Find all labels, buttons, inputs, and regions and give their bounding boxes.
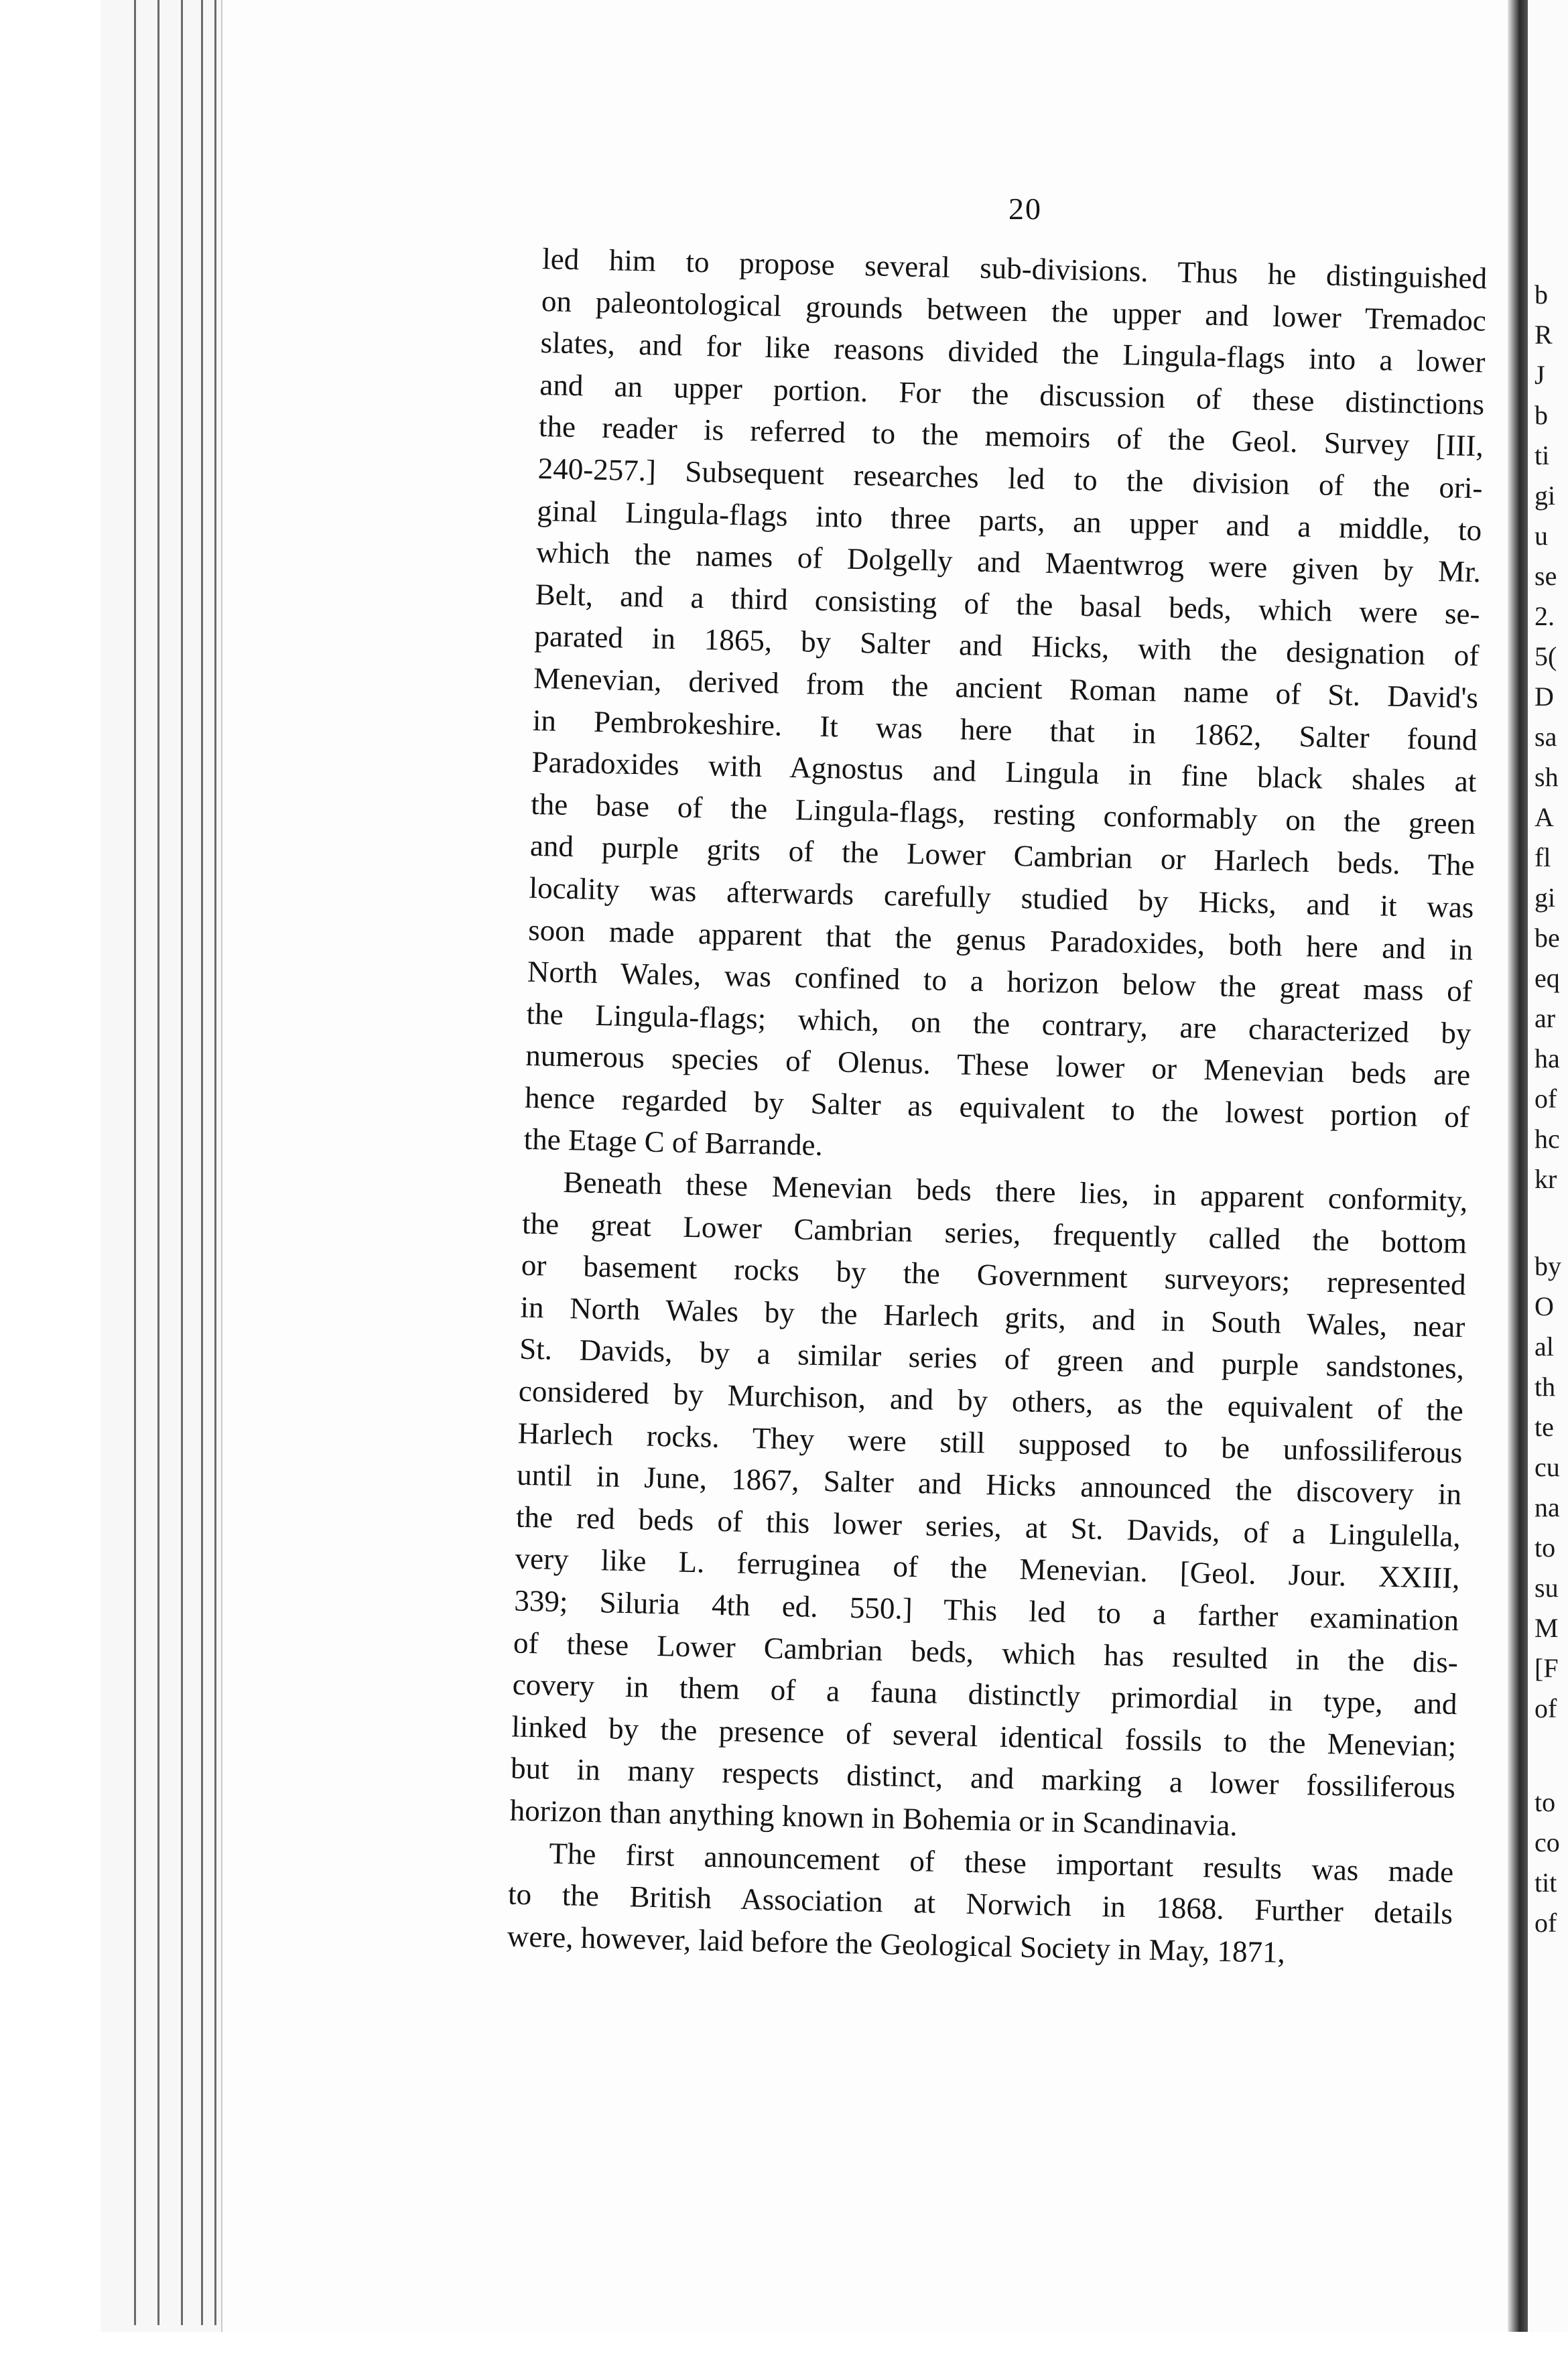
facing-page-text: M [1534,1613,1559,1643]
text-line: Menevian, derived from the ancient Roman name of St. David's [533,661,1479,715]
text-line: or basement rocks by the Government surveyors; represented [521,1248,1467,1302]
facing-page-text: of [1534,1908,1557,1938]
text-line: on paleontological grounds between the upper and lower Tremadoc [541,283,1487,338]
facing-page-text: su [1534,1573,1559,1603]
facing-page-text: J [1534,360,1545,390]
facing-page-text: eq [1534,963,1560,993]
gutter-shadow [1508,0,1528,2364]
text-line: parated in 1865, by Salter and Hicks, with the designation of [534,619,1480,673]
page-edge-line [214,0,216,2325]
facing-page-text: th [1534,1372,1556,1402]
text-line: ginal Lingula-flags into three parts, an upper and a middle, to [536,493,1482,547]
paragraph [507,1831,1454,1977]
text-line: Beneath these Menevian beds there lies, in apparent conformity, [562,1165,1468,1218]
text-line: Belt, and a third consisting of the basal beds, which were se- [535,577,1481,631]
text-line: slates, and for like reasons divided the Lingula-flags into a lower [540,326,1486,379]
text-line: horizon than anything known in Bohemia or in Scandinavia. [509,1793,1238,1843]
facing-page-text: ti [1534,440,1550,470]
page-edge-line [181,0,183,2325]
text-line: which the names of Dolgelly and Maentwrog were given by Mr. [535,535,1482,589]
facing-page-text: co [1534,1827,1560,1857]
facing-page-text: A [1534,802,1554,832]
text-line: led him to propose several sub-divisions. Thus he distinguished [541,241,1488,296]
text-line: Harlech rocks. They were still supposed to be unfossiliferous [517,1416,1463,1469]
facing-page-text: be [1534,923,1560,953]
text-line: the great Lower Cambrian series, frequently called the bottom [521,1206,1467,1260]
facing-page-text: D [1534,681,1554,712]
text-line: and purple grits of the Lower Cambrian or Harlech beds. The [529,829,1476,882]
facing-page-text: u [1534,521,1548,551]
facing-page-text: of [1534,1084,1557,1114]
facing-page-fragment [1528,0,1568,2364]
text-line: very like L. ferruginea of the Menevian. [Geol. Jour. XXIII, [515,1541,1460,1595]
facing-page-text: se [1534,561,1557,591]
text-line: 240-257.] Subsequent researches led to the division of the ori- [537,451,1484,505]
text-line: 339; Siluria 4th ed. 550.] This led to a farther examination [513,1583,1459,1638]
text-line: numerous species of Olenus. These lower or Menevian beds are [525,1039,1471,1092]
facing-page-text: fl [1534,842,1551,872]
text-line: The first announcement of these important results was made [549,1836,1454,1889]
text-line: of these Lower Cambrian beds, which has resulted in the dis- [513,1626,1459,1679]
facing-page-text: 2. [1534,601,1555,631]
text-line: Paradoxides with Agnostus and Lingula in fine black shales at [531,744,1477,799]
page-number: 20 [1008,192,1042,226]
facing-page-text: hc [1534,1124,1560,1154]
text-line: North Wales, was confined to a horizon below the great mass of [527,954,1473,1008]
facing-page-text: gi [1534,480,1556,511]
facing-page-text: na [1534,1492,1560,1522]
paragraph [509,1161,1468,1851]
text-line: St. Davids, by a similar series of green and purple sandstones, [519,1332,1465,1386]
facing-page-text: cu [1534,1452,1560,1482]
text-line: the reader is referred to the memoirs of the Geol. Survey [III, [538,409,1484,463]
body-text [507,238,1487,1977]
facing-page-text: gi [1534,882,1556,913]
facing-page-text: to [1534,1787,1556,1817]
text-line: in North Wales by the Harlech grits, and in South Wales, near [520,1290,1465,1344]
facing-page-text: [F [1534,1653,1559,1683]
page-edge-line [201,0,203,2325]
facing-page-text: by [1534,1251,1561,1281]
text-line: were, however, laid before the Geological Society in May, 1871, [507,1919,1286,1969]
page-bottom-margin [0,2332,1568,2364]
facing-page-text: sh [1534,762,1559,792]
text-line: the base of the Lingula-flags, resting conformably on the green [530,787,1476,841]
facing-page-text: ha [1534,1043,1560,1073]
facing-page-text: b [1534,400,1548,430]
text-line: and an upper portion. For the discussion of these distinctions [539,367,1485,421]
text-line: to the British Association at Norwich in 1868. Further details [507,1877,1453,1931]
text-line: in Pembrokeshire. It was here that in 1862, Salter found [532,703,1478,757]
facing-page-text: b [1534,279,1548,310]
text-line: considered by Murchison, and by others, as the equivalent of the [518,1374,1464,1428]
text-line: the Lingula-flags; which, on the contrary, are characterized by [526,996,1472,1050]
facing-page-text: al [1534,1331,1554,1362]
facing-page-text: tit [1534,1867,1557,1898]
text-line: hence regarded by Salter as equivalent to the lowest portion of [524,1080,1470,1134]
facing-page-text: O [1534,1291,1554,1321]
facing-page-text: 5( [1534,641,1557,671]
text-line: until in June, 1867, Salter and Hicks announced the discovery in [516,1457,1462,1512]
text-line: the red beds of this lower series, at St. Davids, of a Lingulella, [515,1500,1461,1553]
facing-page-text: to [1534,1532,1556,1563]
text-line: locality was afterwards carefully studied by Hicks, and it was [529,870,1474,925]
text-line: linked by the presence of several identical fossils to the Menevian; [511,1709,1457,1763]
text-line: soon made apparent that the genus Paradoxides, both here and in [527,913,1474,966]
facing-page-text: kr [1534,1164,1557,1194]
text-line: the Etage C of Barrande. [523,1122,824,1163]
facing-page-text: of [1534,1693,1557,1723]
text-line: covery in them of a fauna distinctly primordial in type, and [512,1667,1457,1721]
facing-page-text: R [1534,320,1553,350]
page-edge-line [157,0,159,2325]
page-edge-line [134,0,136,2325]
facing-page-text: ar [1534,1003,1556,1033]
text-line: but in many respects distinct, and marking a lower fossiliferous [510,1751,1456,1805]
paragraph [523,238,1488,1180]
facing-page-text: sa [1534,722,1557,752]
facing-page-text: te [1534,1412,1554,1442]
